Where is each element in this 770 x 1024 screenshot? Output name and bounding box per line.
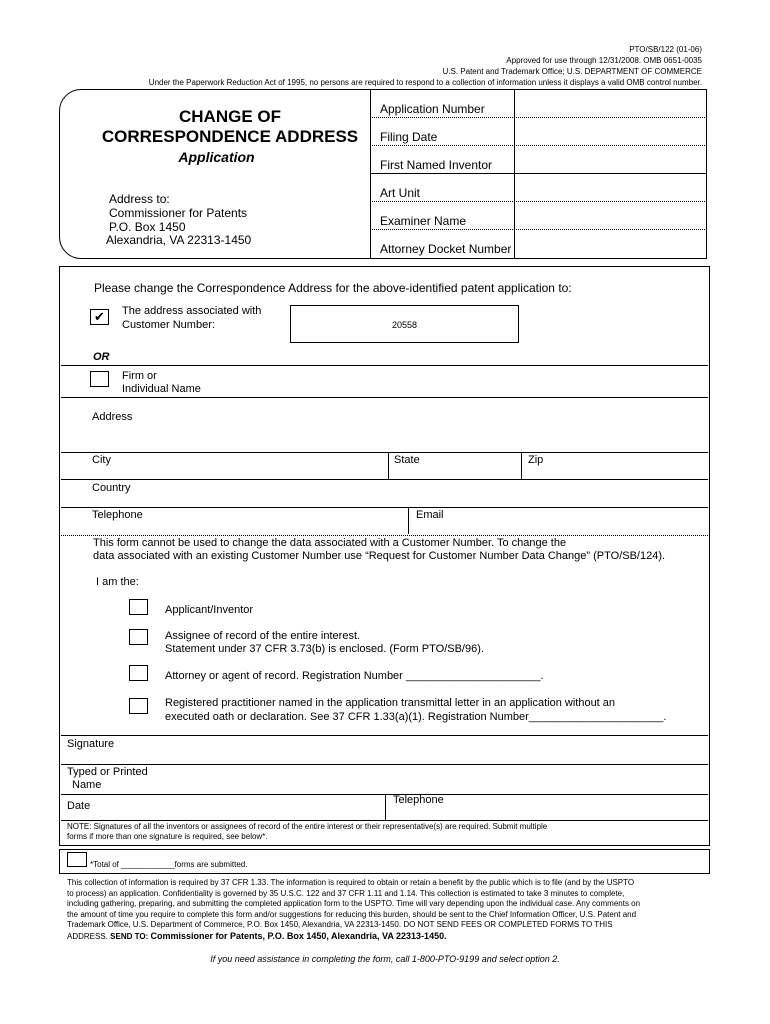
total-forms-text: *Total of ____________forms are submitted. — [90, 860, 248, 869]
firm-name-checkbox[interactable] — [90, 371, 109, 387]
assignee-checkbox[interactable] — [129, 629, 148, 645]
typed-name-label-2: Name — [72, 779, 102, 791]
burden-line: This collection of information is required by 37 CFR 1.33. The information is required to obtain or retain a benefit by the public which is to file (and by the USPTO — [67, 878, 635, 887]
burden-address-word: ADDRESS. — [67, 931, 108, 941]
omb-approval: Approved for use through 12/31/2008. OMB 0651-0035 — [506, 56, 702, 65]
burden-line: the amount of time you require to complete this form and/or suggestions for reducing this burden, should be sent to the Chief Information Officer, U.S. Patent and — [67, 909, 637, 919]
registered-practitioner-checkbox[interactable] — [129, 698, 148, 714]
country-label: Country — [92, 482, 131, 494]
address-label: Address — [92, 411, 133, 423]
application-number-field[interactable] — [516, 91, 705, 116]
burden-line: to process) an application. Confidentiality is governed by 35 U.S.C. 122 and 37 CFR 1.11 and 1.14. This collection is estimated to take 3 minutes to complete, — [67, 888, 625, 898]
signature-field[interactable] — [150, 737, 705, 762]
title-subtitle: Application — [178, 149, 255, 165]
label-first-named-inventor: First Named Inventor — [380, 158, 493, 172]
examiner-name-field[interactable] — [516, 203, 705, 228]
address-to-line3: Alexandria, VA 22313-1450 — [106, 233, 252, 247]
zip-label: Zip — [528, 454, 544, 466]
typed-name-field[interactable] — [160, 766, 705, 792]
label-art-unit: Art Unit — [380, 186, 421, 200]
role-applicant-inventor: Applicant/Inventor — [165, 604, 254, 616]
agency: U.S. Patent and Trademark Office; U.S. DEPARTMENT OF COMMERCE — [442, 67, 702, 76]
signature-note-1: NOTE: Signatures of all the inventors or assignees of record of the entire interest or their representative(s) are required. Submit multiple — [67, 822, 548, 831]
customer-label-1: The address associated with — [122, 305, 262, 317]
signature-label: Signature — [67, 738, 115, 750]
typed-name-label-1: Typed or Printed — [67, 766, 148, 778]
address-to-line1: Commissioner for Patents — [109, 206, 248, 220]
first-named-inventor-field[interactable] — [516, 147, 705, 172]
burden-statement — [67, 878, 707, 942]
role-practitioner-1: Registered practitioner named in the application transmittal letter in an application without an — [165, 697, 616, 709]
customer-number-value: 20558 — [391, 320, 418, 330]
assistance-line: If you need assistance in completing the form, call 1-800-PTO-9199 and select option 2. — [210, 954, 560, 964]
filing-date-field[interactable] — [516, 119, 705, 144]
signature-note-2: forms if more than one signature is required, see below*. — [67, 832, 268, 841]
total-forms-checkbox[interactable] — [67, 852, 87, 867]
paperwork-notice: Under the Paperwork Reduction Act of 1995, no persons are required to respond to a collection of information unless it displays a valid OMB control number. — [148, 78, 702, 87]
title-line2: CORRESPONDENCE ADDRESS — [101, 127, 359, 146]
art-unit-field[interactable] — [516, 175, 705, 200]
telephone-label: Telephone — [92, 509, 143, 521]
customer-number-field[interactable] — [290, 305, 519, 343]
burden-line: including gathering, preparing, and submitting the completed application form to the USPTO. Time will vary depending upon the individual case. Any comments on — [67, 899, 641, 908]
role-assignee-2: Statement under 37 CFR 3.73(b) is enclosed. (Form PTO/SB/96). — [165, 643, 484, 655]
customer-number-checkbox[interactable]: ✔ — [90, 309, 109, 325]
signature-telephone-label: Telephone — [393, 794, 444, 806]
state-label: State — [394, 454, 420, 466]
role-practitioner-2: executed oath or declaration. See 37 CFR 1.33(a)(1). Registration Number______________________. — [165, 711, 667, 723]
send-to-label: SEND TO: — [110, 931, 149, 941]
form-id: PTO/SB/122 (01-06) — [629, 45, 702, 54]
date-label: Date — [67, 800, 91, 812]
send-to-address: Commissioner for Patents, P.O. Box 1450, Alexandria, VA 22313-1450. — [150, 930, 447, 941]
label-attorney-docket-number: Attorney Docket Number — [380, 242, 512, 256]
firm-label-1: Firm or — [122, 370, 157, 382]
city-label: City — [92, 454, 111, 466]
label-filing-date: Filing Date — [380, 130, 438, 144]
customer-change-note-1: This form cannot be used to change the data associated with a Customer Number. To change the — [93, 537, 567, 549]
or-label: OR — [93, 351, 110, 363]
firm-label-2: Individual Name — [122, 383, 201, 395]
email-label: Email — [416, 509, 444, 521]
label-examiner-name: Examiner Name — [380, 214, 467, 228]
customer-change-note-2: data associated with an existing Customer Number use “Request for Customer Number Data Change” (PTO/SB/124). — [93, 550, 666, 562]
burden-line: Trademark Office, U.S. Department of Commerce, P.O. Box 1450, Alexandria, VA 22313-1450. DO NOT SEND FEES OR COMPLETED FORMS TO THIS — [67, 920, 613, 929]
role-assignee-1: Assignee of record of the entire interest. — [165, 630, 361, 642]
role-attorney-agent: Attorney or agent of record. Registration Number ______________________. — [165, 670, 544, 682]
address-to-line2: P.O. Box 1450 — [109, 220, 186, 234]
attorney-docket-field[interactable] — [516, 231, 705, 257]
change-instruction: Please change the Correspondence Address for the above-identified patent application to: — [94, 281, 572, 295]
label-application-number: Application Number — [380, 102, 485, 116]
title-line1: CHANGE OF — [179, 107, 281, 126]
address-to-label: Address to: — [109, 192, 170, 206]
attorney-agent-checkbox[interactable] — [129, 665, 148, 681]
address-field[interactable] — [150, 400, 705, 450]
applicant-inventor-checkbox[interactable] — [129, 599, 148, 615]
customer-label-2: Customer Number: — [122, 319, 215, 331]
i-am-label: I am the: — [96, 576, 139, 588]
